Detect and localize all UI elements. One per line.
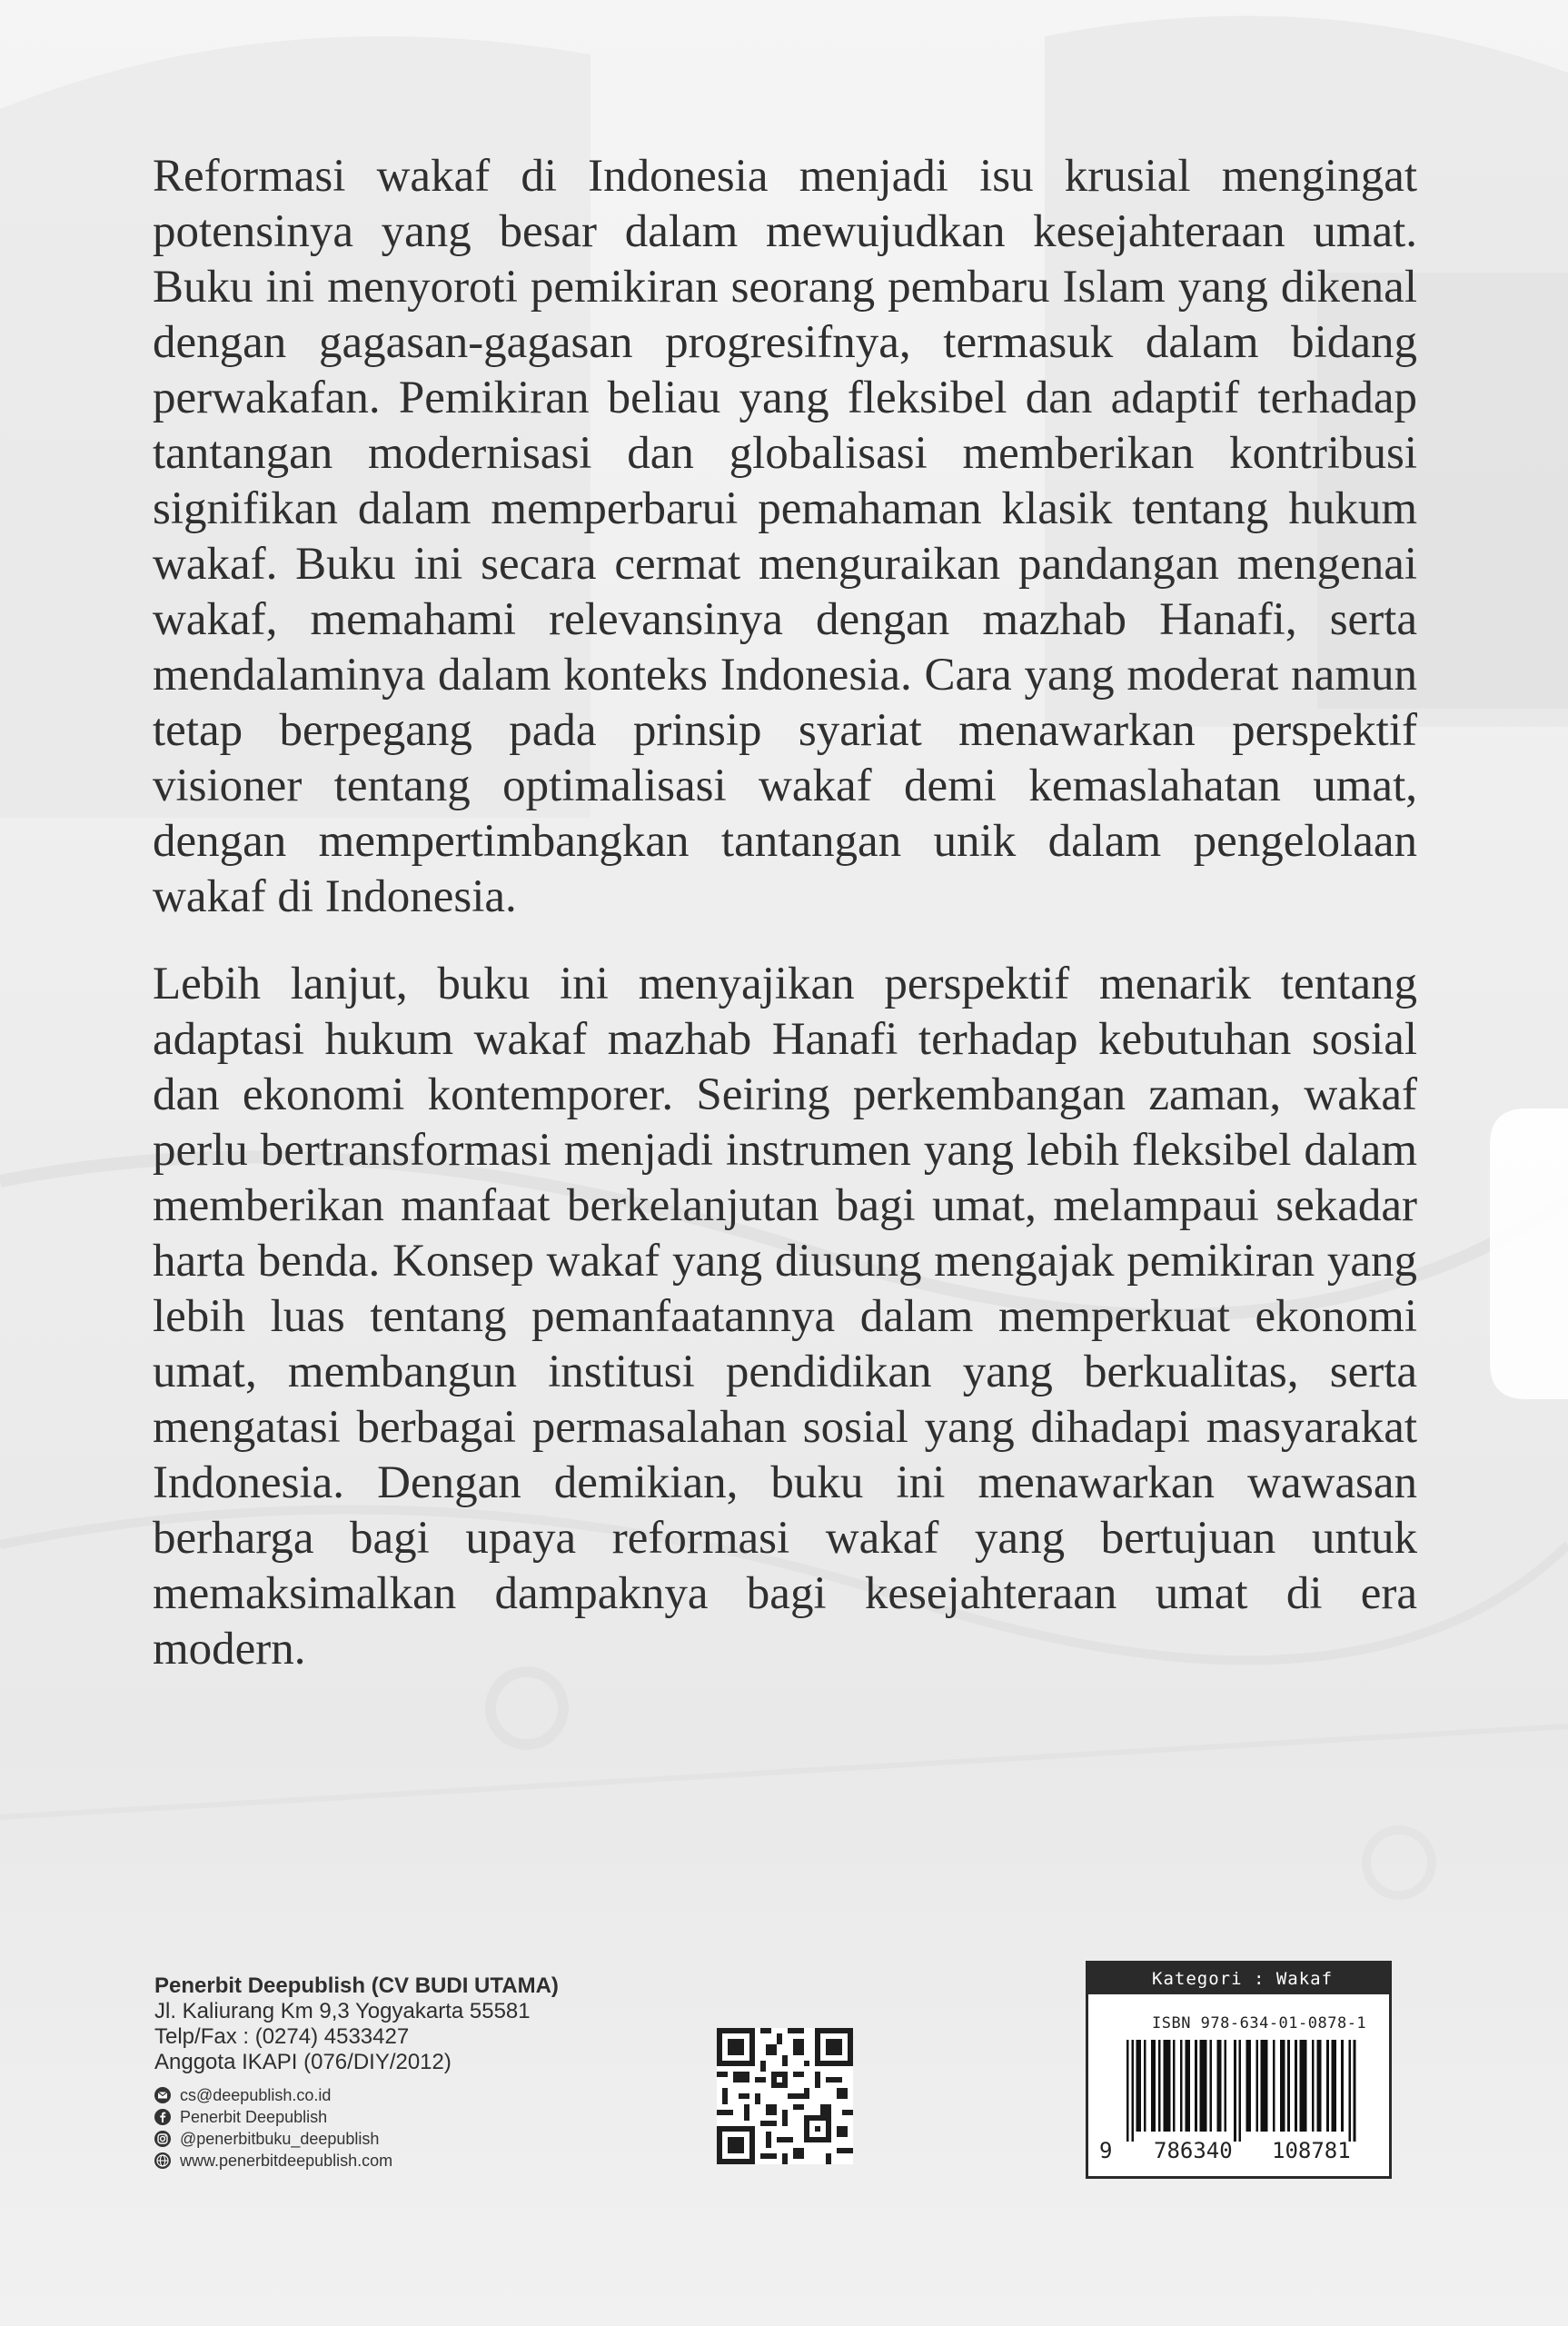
contact-text: www.penerbitdeepublish.com bbox=[180, 2152, 393, 2170]
blurb-paragraph-2 bbox=[153, 957, 1417, 1677]
isbn-number: ISBN 978-634-01-0878-1 bbox=[1152, 2014, 1367, 2033]
contact-facebook bbox=[154, 2106, 559, 2128]
barcode-digit-lead: 9 bbox=[1099, 2138, 1113, 2163]
publisher-membership: Anggota IKAPI (076/DIY/2012) bbox=[154, 2050, 452, 2074]
blurb-text: Reformasi wakaf di Indonesia menjadi isu krusial mengingat potensinya yang besar dalam mewujudkan kesejahteraan umat. Buku ini menyoroti pemikiran seorang pembaru Islam yang dikenal dengan gagasan-gagasan progresifnya, termasuk dalam bidang perwakafan. Pemikiran beliau yang fleksibel dan adaptif terhadap tantangan modernisasi dan globalisasi memberikan kontribusi signifikan dalam memperbarui pemahaman klasik tentang hukum wakaf. Buku ini secara cermat menguraikan pandangan mengenai wakaf, memahami relevansinya dengan mazhab Hanafi, serta mendalaminya dalam konteks Indonesia. Cara yang moderat namun tetap berpegang pada prinsip syariat menawarkan perspektif visioner tentang optimalisasi wakaf demi kemaslahatan umat, dengan mempertimbangkan tantangan unik dalam pengelolaan wakaf di Indonesia. bbox=[153, 151, 1417, 922]
barcode bbox=[1126, 2040, 1358, 2142]
publisher-phone: Telp/Fax : (0274) 4533427 bbox=[154, 2024, 410, 2049]
isbn-barcode-box bbox=[1086, 1961, 1392, 2179]
contact-instagram bbox=[154, 2128, 559, 2150]
blurb-text: Lebih lanjut, buku ini menyajikan perspektif menarik tentang adaptasi hukum wakaf mazhab Hanafi terhadap kebutuhan sosial dan ekonomi kontemporer. Seiring perkembangan zaman, wakaf perlu bertransformasi menjadi instrumen yang lebih fleksibel dalam memberikan manfaat berkelanjutan bagi umat, melampaui sekadar harta benda. Konsep wakaf yang diusung mengajak pemikiran yang lebih luas tentang pemanfaatannya dalam memperkuat ekonomi umat, membangun institusi pendidikan yang berkualitas, serta mengatasi berbagai permasalahan sosial yang dihadapi masyarakat Indonesia. Dengan demikian, buku ini menawarkan wawasan berharga bagi upaya reformasi wakaf yang bertujuan untuk memaksimalkan dampaknya bagi kesejahteraan umat di era modern. bbox=[153, 959, 1417, 1675]
facebook-icon bbox=[154, 2109, 171, 2125]
globe-icon bbox=[154, 2152, 171, 2169]
contact-text: @penerbitbuku_deepublish bbox=[180, 2130, 380, 2148]
blurb-paragraph-1 bbox=[153, 149, 1417, 925]
contact-website bbox=[154, 2150, 559, 2172]
barcode-digits-left: 786340 bbox=[1154, 2138, 1233, 2163]
publisher-name: Penerbit Deepublish (CV BUDI UTAMA) bbox=[154, 1973, 559, 1998]
publisher-address: Jl. Kaliurang Km 9,3 Yogyakarta 55581 bbox=[154, 1999, 531, 2023]
barcode-digits-right: 108781 bbox=[1272, 2138, 1351, 2163]
publisher-info bbox=[154, 1973, 559, 2172]
category-label: Kategori : Wakaf bbox=[1088, 1963, 1389, 1994]
email-icon bbox=[154, 2087, 171, 2103]
instagram-icon bbox=[154, 2131, 171, 2147]
contact-list bbox=[154, 2084, 559, 2172]
contact-text: Penerbit Deepublish bbox=[180, 2108, 328, 2126]
contact-email bbox=[154, 2084, 559, 2106]
qr-code bbox=[717, 2028, 853, 2164]
contact-text: cs@deepublish.co.id bbox=[180, 2086, 332, 2104]
